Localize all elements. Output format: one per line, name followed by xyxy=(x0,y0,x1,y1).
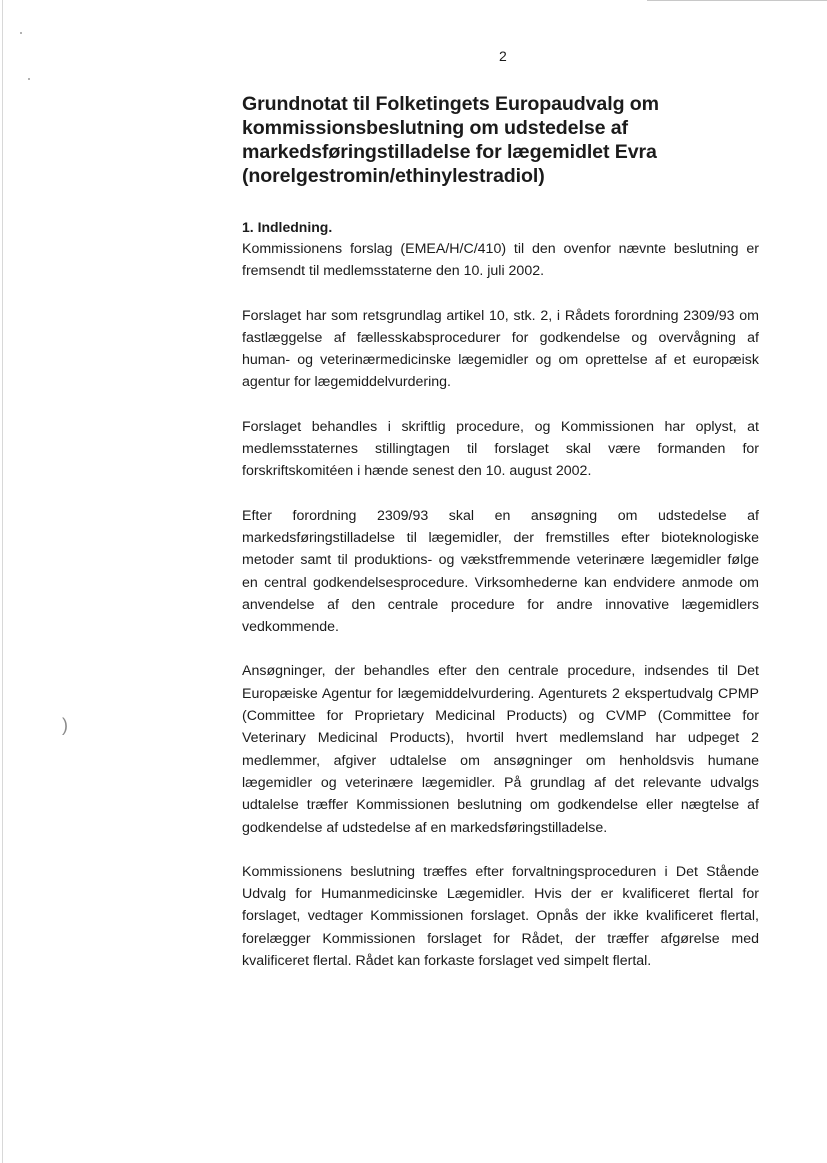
paragraph: Efter forordning 2309/93 skal en ansøgning om udstedelse af markedsføringstilladelse til lægemidler, der fremstilles efter bioteknologiske metoder samt til produktions- og vækstfremmende veterinære lægemidler følge en central godkendelsesprocedure. Virksomhederne kan endvidere anmode om anvendelse af den centrale procedure for andre innovative lægemidlers vedkommende. xyxy=(242,507,759,636)
page-number: 2 xyxy=(499,48,507,64)
scan-speck xyxy=(28,78,30,80)
section-heading: 1. Indledning. xyxy=(242,219,333,235)
scan-top-line xyxy=(647,0,827,1)
scan-left-edge xyxy=(2,0,3,1163)
paragraph: Kommissionens beslutning træffes efter forvaltningsproceduren i Det Stående Udvalg for Humanmedicinske Lægemidler. Hvis der er kvalificeret flertal for forslaget, vedtager Kommissionen forslaget. Opnås der ikke kvalificeret flertal, forelægger Kommissionen forslaget for Rådet, der træffer afgørelse med kvalificeret flertal. Rådet kan forkaste forslaget ved simpelt flertal. xyxy=(242,863,759,970)
document-title: Grundnotat til Folketingets Europaudvalg om kommissionsbeslutning om udstedelse af markedsføringstilladelse for lægemidlet Evra (norelgestromin/ethinylestradiol) xyxy=(242,93,659,187)
paragraph: Kommissionens forslag (EMEA/H/C/410) til den ovenfor nævnte beslutning er fremsendt til medlemsstaterne den 10. juli 2002. xyxy=(242,241,759,280)
paragraph: Ansøgninger, der behandles efter den centrale procedure, indsendes til Det Europæiske Agentur for lægemiddelvurdering. Agenturets 2 ekspertudvalg CPMP (Committee for Proprietary Medicinal Products) og CVMP (Committee for Veterinary Medicinal Products), hvortil hvert medlemsland har udpeget 2 medlemmer, afgiver udtalelse om ansøgninger om henholdsvis humane lægemidler og veterinære lægemidler. På grundlag af det relevante udvalgs udtalelse træffer Kommissionen beslutning om godkendelse eller nægtelse af godkendelse af udstedelse af en markedsføringstilladelse. xyxy=(242,663,759,836)
paragraph: Forslaget har som retsgrundlag artikel 10, stk. 2, i Rådets forordning 2309/93 om fastlæggelse af fællesskabsprocedurer for godkendelse og overvågning af human- og veterinærmedicinske lægemidler og om oprettelse af et europæisk agentur for lægemiddelvurdering. xyxy=(242,307,759,391)
document-body xyxy=(242,92,759,972)
margin-glyph: ) xyxy=(62,715,68,735)
paragraph: Forslaget behandles i skriftlig procedure, og Kommissionen har oplyst, at medlemsstaternes stillingtagen til forslaget skal være formanden for forskriftskomitéen i hænde senest den 10. august 2002. xyxy=(242,418,759,480)
scan-speck xyxy=(20,32,22,34)
